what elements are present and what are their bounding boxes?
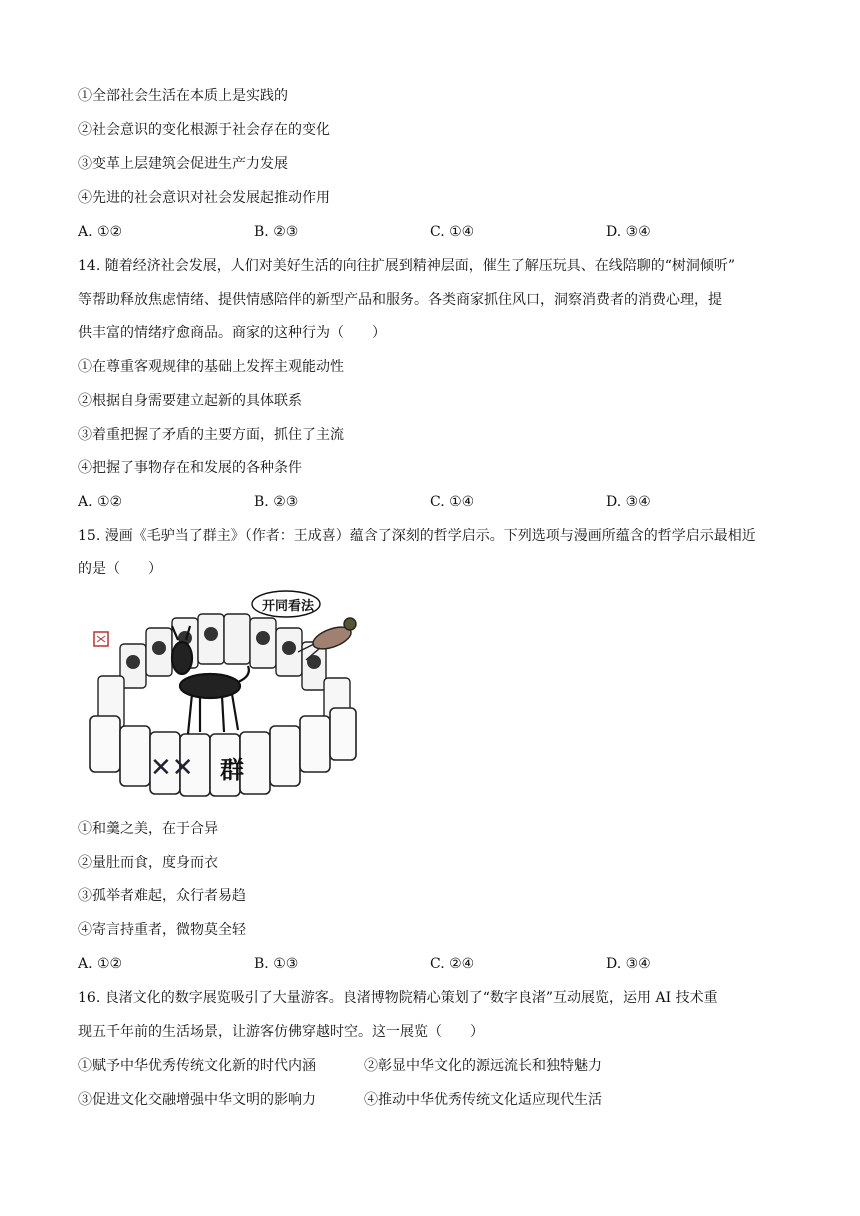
q14-option-c[interactable]: C. ①④ [430, 494, 475, 510]
q14-stem-line-1: 14. 随着经济社会发展，人们对美好生活的向往扩展到精神层面，催生了解压玩具、在线陪聊的“树洞倾听” [78, 258, 736, 274]
q14-item-2: ②根据自身需要建立起新的具体联系 [78, 393, 302, 409]
q14-stem-line-2: 等帮助释放焦虑情绪、提供情感陪伴的新型产品和服务。各类商家抓住风口，洞察消费者的消费心理，提 [78, 292, 722, 308]
q15-option-d[interactable]: D. ③④ [606, 956, 651, 972]
q15-options [78, 954, 778, 974]
q13-option-c[interactable]: C. ①④ [430, 224, 475, 240]
q13-option-a[interactable]: A. ①② [78, 224, 123, 240]
q13-option-b[interactable]: B. ②③ [254, 224, 299, 240]
q16-items-row-1 [78, 1056, 778, 1076]
q16-stem-line-2: 现五千年前的生活场景，让游客仿佛穿越时空。这一展览（ ） [78, 1024, 484, 1040]
q13-item-1: ①全部社会生活在本质上是实践的 [78, 88, 288, 104]
q16-item-2: ②彰显中华文化的源远流长和独特魅力 [364, 1058, 602, 1074]
q14-options [78, 492, 778, 512]
q14-stem-line-3: 供丰富的情绪疗愈商品。商家的这种行为（ ） [78, 325, 386, 341]
donkey-group-leader-cartoon [80, 586, 370, 801]
q15-item-4: ④寄言持重者，微物莫全轻 [78, 922, 246, 938]
q15-item-1: ①和羹之美，在于合异 [78, 821, 218, 837]
q13-item-4: ④先进的社会意识对社会发展起推动作用 [78, 190, 330, 206]
q13-options [78, 222, 778, 242]
q16-item-1: ①赋予中华优秀传统文化新的时代内涵 [78, 1058, 316, 1074]
board-group-text: 群 [220, 756, 244, 784]
q15-stem-line-2: 的是（ ） [78, 561, 162, 577]
speech-sign-text: 开同看法 [262, 599, 315, 614]
q14-item-3: ③着重把握了矛盾的主要方面，抓住了主流 [78, 427, 344, 443]
q14-item-1: ①在尊重客观规律的基础上发挥主观能动性 [78, 359, 344, 375]
q14-option-a[interactable]: A. ①② [78, 494, 123, 510]
q16-items-row-2 [78, 1090, 778, 1110]
q15-item-2: ②量肚而食，度身而衣 [78, 855, 218, 871]
q14-item-4: ④把握了事物存在和发展的各种条件 [78, 460, 302, 476]
q15-item-3: ③孤举者难起，众行者易趋 [78, 888, 246, 904]
q14-option-d[interactable]: D. ③④ [606, 494, 651, 510]
q13-option-d[interactable]: D. ③④ [606, 224, 651, 240]
q16-item-4: ④推动中华优秀传统文化适应现代生活 [364, 1092, 602, 1108]
q14-option-b[interactable]: B. ②③ [254, 494, 299, 510]
q15-option-b[interactable]: B. ①③ [254, 956, 299, 972]
q16-stem-line-1: 16. 良渚文化的数字展览吸引了大量游客。良渚博物院精心策划了“数字良渚”互动展览，运用 AI 技术重 [78, 990, 718, 1006]
q15-option-c[interactable]: C. ②④ [430, 956, 475, 972]
q13-item-2: ②社会意识的变化根源于社会存在的变化 [78, 122, 330, 138]
board-xx-text: ✕✕ [150, 753, 194, 783]
q16-item-3: ③促进文化交融增强中华文明的影响力 [78, 1092, 316, 1108]
q13-item-3: ③变革上层建筑会促进生产力发展 [78, 156, 288, 172]
q15-stem-line-1: 15. 漫画《毛驴当了群主》（作者：王成喜）蕴含了深刻的哲学启示。下列选项与漫画所蕴含的哲学启示最相近 [78, 528, 756, 544]
q15-option-a[interactable]: A. ①② [78, 956, 123, 972]
